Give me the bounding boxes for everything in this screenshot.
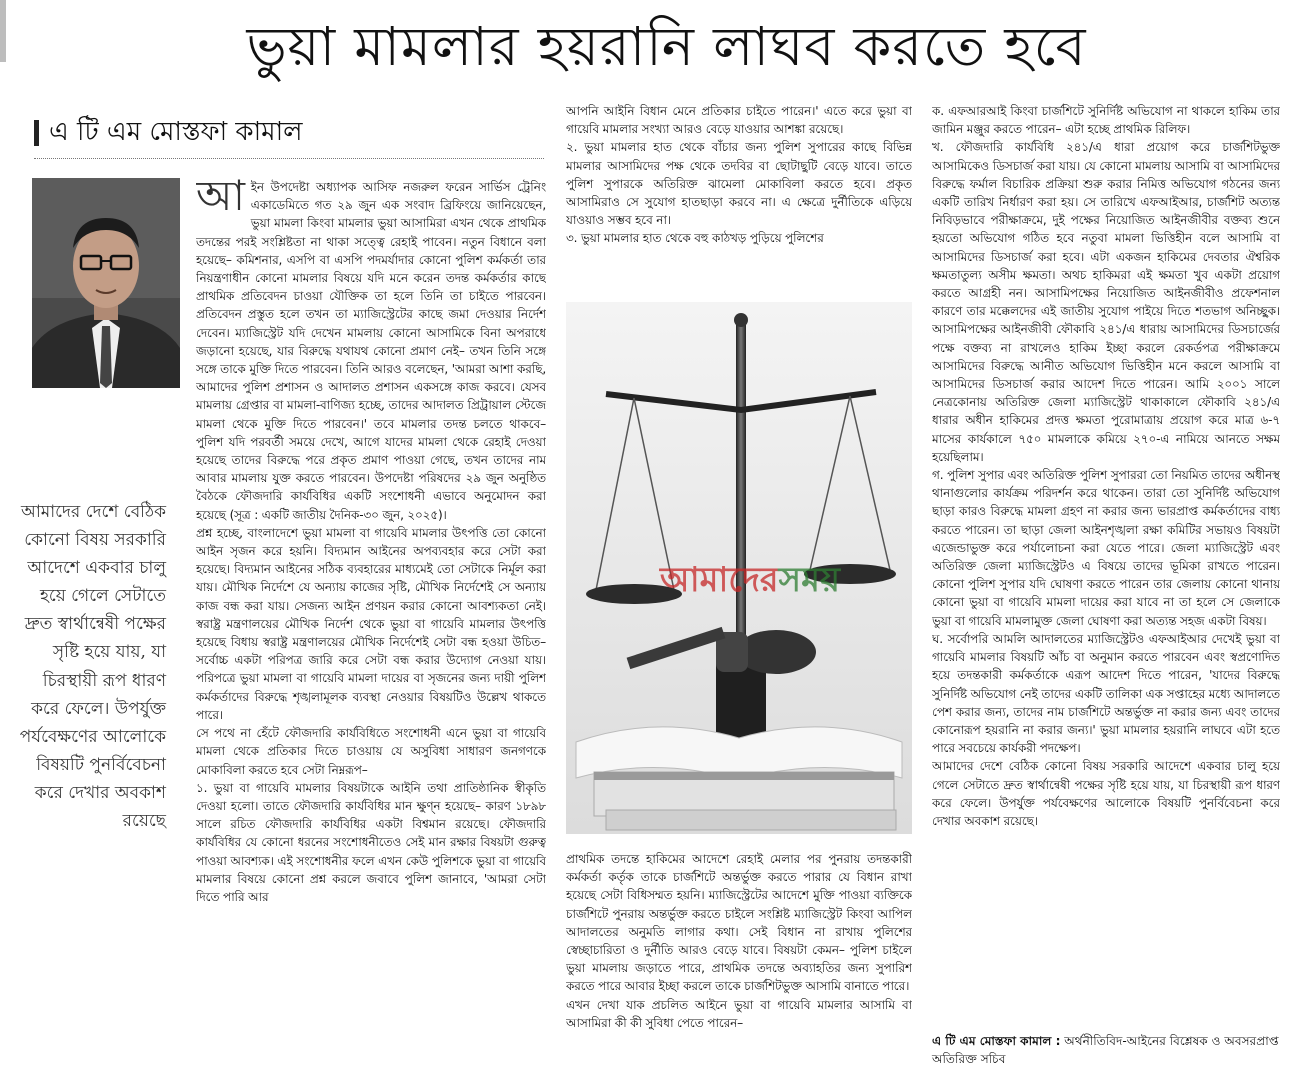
bio-text: অর্থনীতিবিদ-আইনের বিশ্লেষক ও অবসরপ্রাপ্ত অতিরিক্ত সচিব bbox=[932, 1034, 1279, 1067]
article-paragraph: ৩. ভুয়া মামলার হাত থেকে বহু কাঠখড় পুড়িয়ে পুলিশের bbox=[566, 231, 824, 246]
article-paragraph: খ. ফৌজদারি কার্যবিধি ২৪১/এ ধারা প্রয়োগ করে চার্জশিটভুক্ত আসামিকেও ডিসচার্জ করা যায়। যে কোনো মামলায় আসামি বা আসামিদের বিরুদ্ধে ফর্মাল বিচারিক প্রক্রিয়া শুরু করার নিমিত্ত অভিযোগ গঠনের জন্য একটি তারিখ নির্ধারণ করা হয়। সে তারিখে এফআইআর, চার্জশিট অত্যন্ত নিবিড়ভাবে পরীক্ষাক্রমে, দুই পক্ষের নিয়োজিত আইনজীবীর বক্তব্য শুনে হয়তো অভিযোগ গঠিত হবে নতুবা মামলা ভিত্তিহীন বলে আসামি বা আসামিদের ডিসচার্জ করা হবে। এটা একজন হাকিমের দেবতার ঐশ্বরিক ক্ষমতাতুল্য অসীম ক্ষমতা। অথচ হাকিমরা এই ক্ষমতা খুব একটা প্রয়োগ করতে আগ্রহী নন। আসামিপক্ষের নিয়োজিত আইনজীবীও প্রফেশনাল কারণে তার মক্কেলদের এই জাতীয় সুযোগ পাইয়ে দিতে শতভাগ অনিচ্ছুক। আসামিপক্ষের আইনজীবী ফৌকাবি ২৪১/এ ধারায় আসামিদের ডিসচার্জের পক্ষে বক্তব্য না রাখলেও হাকিম ইচ্ছা করলে রেকর্ডপত্র পরীক্ষাক্রমে আসামিদের বিরুদ্ধে আনীত অভিযোগ ভিত্তিহীন মনে করলে আসামি বা আসামিদের ডিসচার্জ করার আদেশ দিতে পারেন। আমি ২০০১ সালে নেত্রকোনায় অতিরিক্ত জেলা ম্যাজিস্ট্রেট থাকাকালে ফৌকাবি ২৪১/এ ধারার অধীন হাকিমের প্রদত্ত ক্ষমতা পুরোমাত্রায় প্রয়োগ করে মাত্র ৬-৭ মাসের কার্যকালে ৭৫০ মামলাকে কমিয়ে ২৭০-এ নামিয়ে আনতে সক্ষম হয়েছিলাম। bbox=[932, 140, 1280, 464]
pull-quote: আমাদের দেশে বেঠিক কোনো বিষয় সরকারি আদেশে একবার চালু হয়ে গেলে সেটাতে দ্রুত স্বার্থান্বেষী পক্ষের সৃষ্টি হয়ে যায়, যা চিরস্থায়ী রূপ ধারণ করে ফেলে। উপর্যুক্ত পর্যবেক্ষণের আলোকে বিষয়টি পুনর্বিবেচনা করে দেখার অবকাশ রয়েছে bbox=[19, 502, 166, 832]
article-column-2-bottom bbox=[566, 850, 912, 1082]
article-column-2-top bbox=[566, 102, 912, 290]
byline-marker bbox=[34, 120, 39, 146]
author-photo bbox=[32, 178, 180, 388]
article-paragraph: ১. ভুয়া বা গায়েবি মামলার বিষয়টাকে আইনি তথা প্রাতিষ্ঠানিক স্বীকৃতি দেওয়া হলো। তাতে ফৌজদারি কার্যবিধির মান ক্ষুণ্ন হয়েছে– কারণ ১৮৯৮ সালে রচিত ফৌজদারি কার্যবিধির একটা বিশ্বমান রয়েছে। ফৌজদারি কার্যবিধির যে কোনো ধরনের সংশোধনীতেও সেই মান রক্ষার বিষয়টা গুরুত্ব পাওয়া আবশ্যক। এই সংশোধনীর ফলে এখন কেউ পুলিশকে ভুয়া বা গায়েবি মামলার বিষয়ে কোনো প্রশ্ন করলে জবাবে পুলিশ জানাবে, 'আমরা সেটা দিতে পারি আর bbox=[196, 780, 546, 904]
byline-author: এ টি এম মোস্তফা কামাল bbox=[49, 117, 303, 147]
article-paragraph: এখন দেখা যাক প্রচলিত আইনে ভুয়া বা গায়েবি মামলার আসামি বা আসামিরা কী কী সুবিধা পেতে পারেন– bbox=[566, 997, 912, 1030]
bio-name: এ টি এম মোস্তফা কামাল : bbox=[932, 1034, 1061, 1048]
article-paragraph: প্রাথমিক তদন্তে হাকিমের আদেশে রেহাই মেলার পর পুনরায় তদন্তকারী কর্মকর্তা কর্তৃক তাকে চার্জশিটে অন্তর্ভুক্ত করতে পারার যে বিধান রাখা হয়েছে সেটা বিধিসম্মত হয়নি। ম্যাজিস্ট্রেটের আদেশে মুক্তি পাওয়া ব্যক্তিকে চার্জশিটে পুনরায় অন্তর্ভুক্ত করতে চাইলে সংশ্লিষ্ট ম্যাজিস্ট্রেট কিংবা আপিল আদালতের অনুমতি লাগার কথা। সেই বিধান না রাখায় পুলিশের স্বেচ্ছাচারিতা ও দুর্নীতি আরও বেড়ে যাবে। বিষয়টা কেমন– পুলিশ চাইলে ভুয়া মামলায় জড়াতে পারে, প্রাথমিক তদন্তে অব্যাহতির জন্য সুপারিশ করতে পারে আবার ইচ্ছা করলে তাকে চার্জশিটভুক্ত আসামি বানাতে পারে। bbox=[566, 852, 912, 994]
article-column-3 bbox=[932, 102, 1280, 1028]
drop-cap: আ bbox=[196, 178, 245, 220]
justice-scales-illustration bbox=[566, 302, 912, 834]
article-column-1 bbox=[196, 178, 546, 1082]
byline bbox=[34, 112, 534, 152]
article-paragraph: আমাদের দেশে বেঠিক কোনো বিষয় সরকারি আদেশে একবার চালু হয়ে গেলে সেটাতে দ্রুত স্বার্থান্বেষী পক্ষের সৃষ্টি হয়ে যায়, যা চিরস্থায়ী রূপ ধারণ করে ফেলে। উপর্যুক্ত পর্যবেক্ষণের আলোকে বিষয়টি পুনর্বিবেচনা করে দেখার অবকাশ রয়েছে। bbox=[932, 759, 1280, 828]
article-paragraph: প্রশ্ন হচ্ছে, বাংলাদেশে ভুয়া মামলা বা গায়েবি মামলার উৎপত্তি তো কোনো আইন সৃজন করে হয়নি। বিদ্যমান আইনের অপব্যবহার করে সেটা করা হয়েছে। বিদ্যমান আইনের সঠিক ব্যবহারের মাধ্যমেই তো সেটাকে নির্মূল করা যায়। মৌখিক নির্দেশে যে অন্যায় কাজের সৃষ্টি, মৌখিক নির্দেশেই সে অন্যায় কাজ বন্ধ করা যায়। সেজন্য আইন প্রণয়ন করার কোনো আবশ্যকতা নেই। স্বরাষ্ট্র মন্ত্রণালয়ের মৌখিক নির্দেশ থেকে ভুয়া বা গায়েবি মামলার উৎপত্তি হয়েছে বিধায় স্বরাষ্ট্র মন্ত্রণালয়ের মৌখিক নির্দেশেই সেটা বন্ধ হওয়া উচিত– সর্বোচ্চ একটা পরিপত্র জারি করে সেটা বন্ধ করার উদ্যোগ নেওয়া যায়। পরিপত্রে ভুয়া মামলা বা গায়েবি মামলা দায়ের বা সৃজনের জন্য দায়ী পুলিশ কর্মকর্তাদের বিরুদ্ধে শৃঙ্খলামূলক ব্যবস্থা নেওয়ার বিষয়টিও উল্লেখ থাকতে পারে। bbox=[196, 525, 546, 722]
byline-divider bbox=[34, 158, 544, 159]
article-paragraph: ঘ. সর্বোপরি আমলি আদালতের ম্যাজিস্ট্রেটও এফআইআর দেখেই ভুয়া বা গায়েবি মামলার বিষয়টি আঁচ বা অনুমান করতে পারবেন এবং স্বপ্রণোদিত হয়ে তদন্তকারী কর্মকর্তাকে এরূপ আদেশ দিতে পারেন, 'যাদের বিরুদ্ধে সুনির্দিষ্ট অভিযোগ নেই তাদের একটি তালিকা এক সপ্তাহের মধ্যে আদালতে পেশ করার জন্য, তাদের নাম চার্জশিটে অন্তর্ভুক্ত না করার জন্য এবং তাদের কোনোরূপ হয়রানি না করার জন্য।' ভুয়া মামলার হয়রানি লাঘবে এটা হতে পারে সবচেয়ে কার্যকরী পদক্ষেপ। bbox=[932, 631, 1280, 756]
article-paragraph: ক. এফআরআই কিংবা চার্জশিটে সুনির্দিষ্ট অভিযোগ না থাকলে হাকিম তার জামিন মঞ্জুর করতে পারেন– এটা হচ্ছে প্রাথমিক রিলিফ। bbox=[932, 104, 1280, 137]
page-edge-bar bbox=[0, 0, 6, 62]
article-paragraph: আপনি আইনি বিধান মেনে প্রতিকার চাইতে পারেন।' এতে করে ভুয়া বা গায়েবি মামলার সংখ্যা আরও বেড়ে যাওয়ার আশঙ্কা রয়েছে। bbox=[566, 104, 912, 137]
headline: ভুয়া মামলার হয়রানি লাঘব করতে হবে bbox=[246, 15, 1087, 78]
author-bio bbox=[932, 1032, 1280, 1068]
article-paragraph: সে পথে না হেঁটে ফৌজদারি কার্যবিধিতে সংশোধনী এনে ভুয়া বা গায়েবি মামলা থেকে প্রতিকার দিতে চাওয়ায় যে অসুবিধা সাধারণ জনগণকে মোকাবিলা করতে হবে সেটা নিম্নরূপ– bbox=[196, 726, 546, 777]
article-paragraph: আইন উপদেষ্টা অধ্যাপক আসিফ নজরুল ফরেন সার্ভিস ট্রেনিং একাডেমিতে গত ২৯ জুন এক সংবাদ ব্রিফিংয়ে জানিয়েছেন, ভুয়া মামলা কিংবা মামলার ভুয়া আসামিরা এখন থেকে প্রাথমিক তদন্তের পরই সংশ্লিষ্টতা না থাকা সত্ত্বে রেহাই পাবেন। নতুন বিধানে বলা হয়েছে– কমিশনার, এসপি বা এসপি পদমর্যাদার কোনো পুলিশ কর্মকর্তা তার নিয়ন্ত্রণাধীন কোনো মামলার বিষয়ে যদি মনে করেন তদন্ত কর্মকর্তার কাছে প্রাথমিক প্রতিবেদন চাওয়া যৌক্তিক তা হলে তিনি তা চাইতে পারবেন। প্রতিবেদন প্রস্তুত হলে তখন তা ম্যাজিস্ট্রেটের কাছে জমা দেওয়ার নির্দেশ দেবেন। ম্যাজিস্ট্রেট যদি দেখেন মামলায় কোনো আসামিকে বিনা অপরাধে জড়ানো হয়েছে, যার বিরুদ্ধে যথাযথ কোনো প্রমাণ নেই– তখন তিনি সঙ্গে সঙ্গে তাকে মুক্তি দিতে পারবেন। তিনি আরও বলেছেন, 'আমরা আশা করছি, আমাদের পুলিশ প্রশাসন ও আদালত প্রশাসন একসঙ্গে কাজ করবে। যেসব মামলায় গ্রেপ্তার বা মামলা-বাণিজ্য হচ্ছে, তাদের আদালত প্রিট্রায়াল স্টেজে মামলা থেকে মুক্তি দিতে পারবেন।' তবে মামলার তদন্ত চলতে থাকবে– পুলিশ যদি পরবর্তী সময়ে দেখে, আগে যাদের মামলা থেকে রেহাই দেওয়া হয়েছে তাদের বিরুদ্ধে পরে প্রকৃত প্রমাণ পাওয়া গেছে, তখন তাদের নাম আবার মামলায় যুক্ত করতে পারবেন। উপদেষ্টা পরিষদের ২৯ জুন অনুষ্ঠিত বৈঠকে ফৌজদারি কার্যবিধির একটি সংশোধনী এভাবে অনুমোদন করা হয়েছে (সূত্র : একটি জাতীয় দৈনিক-৩০ জুন, ২০২৫)। bbox=[196, 178, 546, 522]
article-paragraph: ২. ভুয়া মামলার হাত থেকে বাঁচার জন্য পুলিশ সুপারের কাছে বিভিন্ন মামলার আসামিদের পক্ষ থেকে তদবির বা ছোটাছুটি বেড়ে যাবে। তাতে পুলিশ সুপারকে অতিরিক্ত ঝামেলা মোকাবিলা করতে হবে। প্রকৃত আসামিরাও সে সুযোগ হাতছাড়া করবে না। এ ক্ষেত্রে দুর্নীতিকে এড়িয়ে যাওয়াও সম্ভব হবে না। bbox=[566, 140, 912, 228]
newspaper-watermark: আমাদেরসময় bbox=[660, 560, 840, 600]
article-paragraph: গ. পুলিশ সুপার এবং অতিরিক্ত পুলিশ সুপাররা তো নিয়মিত তাদের অধীনস্থ থানাগুলোর কার্যক্রম পরিদর্শন করে থাকেন। তারা তো সুনির্দিষ্ট অভিযোগ ছাড়া কারও বিরুদ্ধে মামলা গ্রহণ না করার জন্য ভারপ্রাপ্ত কর্মকর্তাদের বাধ্য করতে পারেন। তা ছাড়া জেলা আইনশৃঙ্খলা রক্ষা কমিটির সভায়ও বিষয়টা এজেন্ডাভুক্ত করে পর্যালোচনা করা যেতে পারে। জেলা ম্যাজিস্ট্রেট এবং অতিরিক্ত জেলা ম্যাজিস্ট্রেটও এ বিষয়ে তাদের ভূমিকা রাখতে পারেন। কোনো পুলিশ সুপার যদি ঘোষণা করতে পারেন তার জেলায় কোনো থানায় কোনো ভুয়া বা গায়েবি মামলা দায়ের করা যাবে না তা হলে সে জেলাকে ভুয়া বা গায়েবি মামলামুক্ত জেলা ঘোষণা করা অত্যন্ত সহজ একটা বিষয়। bbox=[932, 468, 1280, 628]
